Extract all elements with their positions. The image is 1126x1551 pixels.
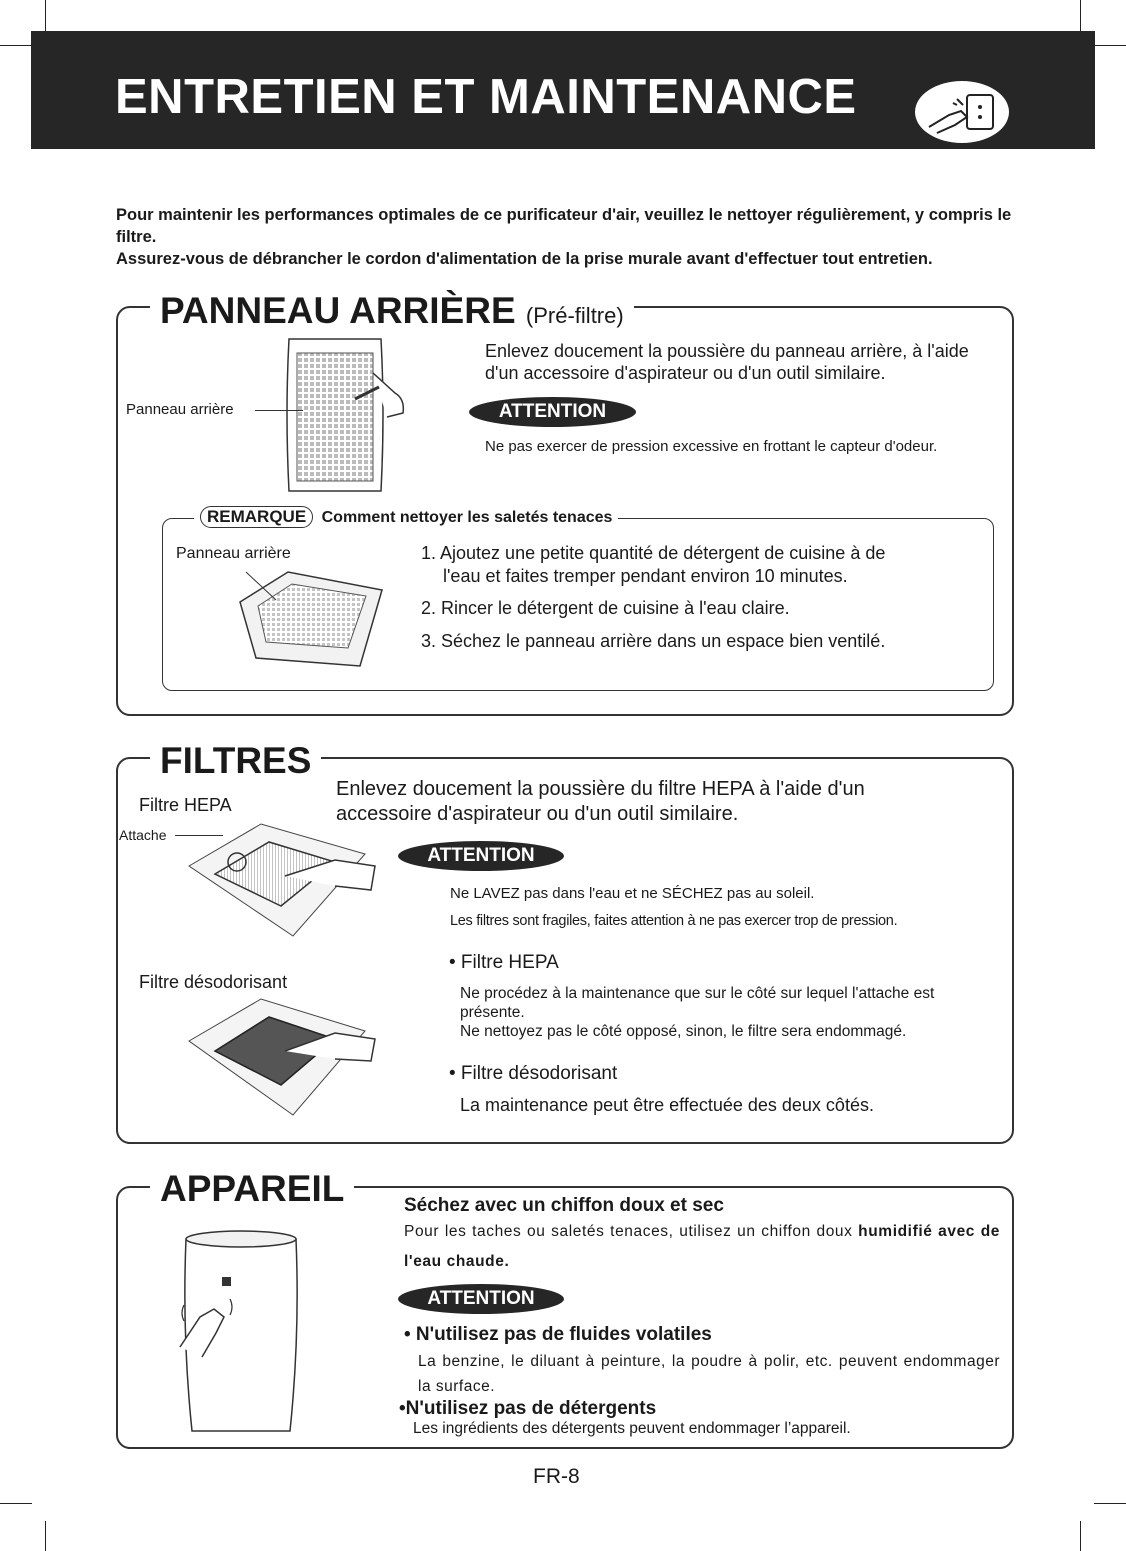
section-title-panneau — [150, 292, 634, 329]
label-filtre-deso: Filtre désodorisant — [139, 972, 288, 992]
unplug-icon — [915, 81, 1009, 143]
hepa-heading: • Filtre HEPA — [449, 952, 559, 973]
appareil-heading: Séchez avec un chiffon doux et sec — [404, 1195, 724, 1216]
panneau-label: Panneau arrière — [126, 401, 234, 418]
label-attache: Attache — [119, 827, 167, 843]
filtres-warning-2: Les filtres sont fragiles, faites attention à ne pas exercer trop de pression. — [450, 913, 898, 929]
appareil-bullet-2-text: Les ingrédients des détergents peuvent endommager l’appareil. — [413, 1420, 851, 1437]
remarque-step-1: 1. Ajoutez une petite quantité de détergent de cuisine à de — [421, 543, 886, 563]
crop-mark — [0, 1503, 32, 1504]
intro-line-2: Assurez-vous de débrancher le cordon d'alimentation de la prise murale avant d'effectuer tout entretien. — [116, 250, 933, 268]
remarque-step-1b: l'eau et faites tremper pendant environ 10 minutes. — [443, 566, 848, 586]
remarque-step-2: 2. Rincer le détergent de cuisine à l'eau claire. — [421, 598, 790, 618]
page-number: FR-8 — [533, 1465, 580, 1488]
remarque-title — [194, 506, 618, 528]
remarque-badge: REMARQUE — [200, 506, 313, 528]
appareil-text — [404, 1217, 1000, 1277]
filtres-warning-1: Ne LAVEZ pas dans l'eau et ne SÉCHEZ pas au soleil. — [450, 885, 815, 902]
crop-mark — [1094, 45, 1126, 46]
deso-text: La maintenance peut être effectuée des deux côtés. — [460, 1095, 874, 1115]
soak-tray-illustration — [236, 562, 386, 672]
hepa-text-2: Ne nettoyez pas le côté opposé, sinon, le filtre sera endommagé. — [460, 1023, 907, 1040]
crop-mark — [45, 1521, 46, 1551]
appareil-bullet-1-heading: • N'utilisez pas de fluides volatiles — [404, 1324, 712, 1345]
appareil-text-a: Pour les taches ou saletés tenaces, utilisez un chiffon doux — [404, 1223, 859, 1240]
crop-mark — [45, 0, 46, 32]
hepa-filter-illustration — [185, 820, 390, 940]
attention-badge: ATTENTION — [398, 1284, 564, 1314]
label-filtre-hepa: Filtre HEPA — [139, 795, 232, 815]
remarque-label: Panneau arrière — [176, 545, 291, 562]
section-title-filtres: FILTRES — [150, 742, 321, 779]
panneau-instruction: Enlevez doucement la poussière du panneau arrière, à l'aide d'un accessoire d'aspirateur ou d'un outil similaire. — [485, 341, 969, 383]
deso-heading: • Filtre désodorisant — [449, 1063, 618, 1084]
rear-panel-illustration — [255, 333, 415, 498]
section-title-appareil: APPAREIL — [150, 1170, 354, 1207]
remarque-heading: Comment nettoyer les saletés tenaces — [321, 509, 613, 526]
hepa-text-1: Ne procédez à la maintenance que sur le côté sur lequel l'attache est présente. — [460, 985, 935, 1021]
page-header — [31, 31, 1095, 149]
panneau-subtitle: (Pré-filtre) — [525, 303, 624, 328]
page-title: ENTRETIEN ET MAINTENANCE — [115, 70, 857, 124]
crop-mark — [1094, 1503, 1126, 1504]
appliance-illustration — [172, 1225, 312, 1440]
deodorizing-filter-illustration — [185, 995, 390, 1120]
panneau-attention-text: Ne pas exercer de pression excessive en frottant le capteur d'odeur. — [485, 438, 938, 455]
appareil-bullet-2-heading: •N'utilisez pas de détergents — [399, 1398, 657, 1419]
appareil-bullet-1-text: La benzine, le diluant à peinture, la poudre à polir, etc. peuvent endommager la surface. — [418, 1353, 1000, 1395]
appareil-text-b: humidifié avec de l'eau chaude. — [404, 1223, 1000, 1270]
attention-badge: ATTENTION — [398, 841, 564, 871]
crop-mark — [0, 45, 32, 46]
intro-text — [116, 204, 1026, 270]
crop-mark — [1080, 0, 1081, 32]
remarque-step-3: 3. Séchez le panneau arrière dans un espace bien ventilé. — [421, 631, 886, 651]
crop-mark — [1080, 1521, 1081, 1551]
panneau-title: PANNEAU ARRIÈRE — [160, 290, 516, 331]
leader-line — [255, 410, 303, 411]
filtres-instruction: Enlevez doucement la poussière du filtre HEPA à l'aide d'un accessoire d'aspirateur ou d'un outil similaire. — [336, 778, 865, 825]
attention-badge: ATTENTION — [469, 397, 636, 427]
intro-line-1: Pour maintenir les performances optimales de ce purificateur d'air, veuillez le nettoyer régulièrement, y compris le filtre. — [116, 206, 1012, 246]
